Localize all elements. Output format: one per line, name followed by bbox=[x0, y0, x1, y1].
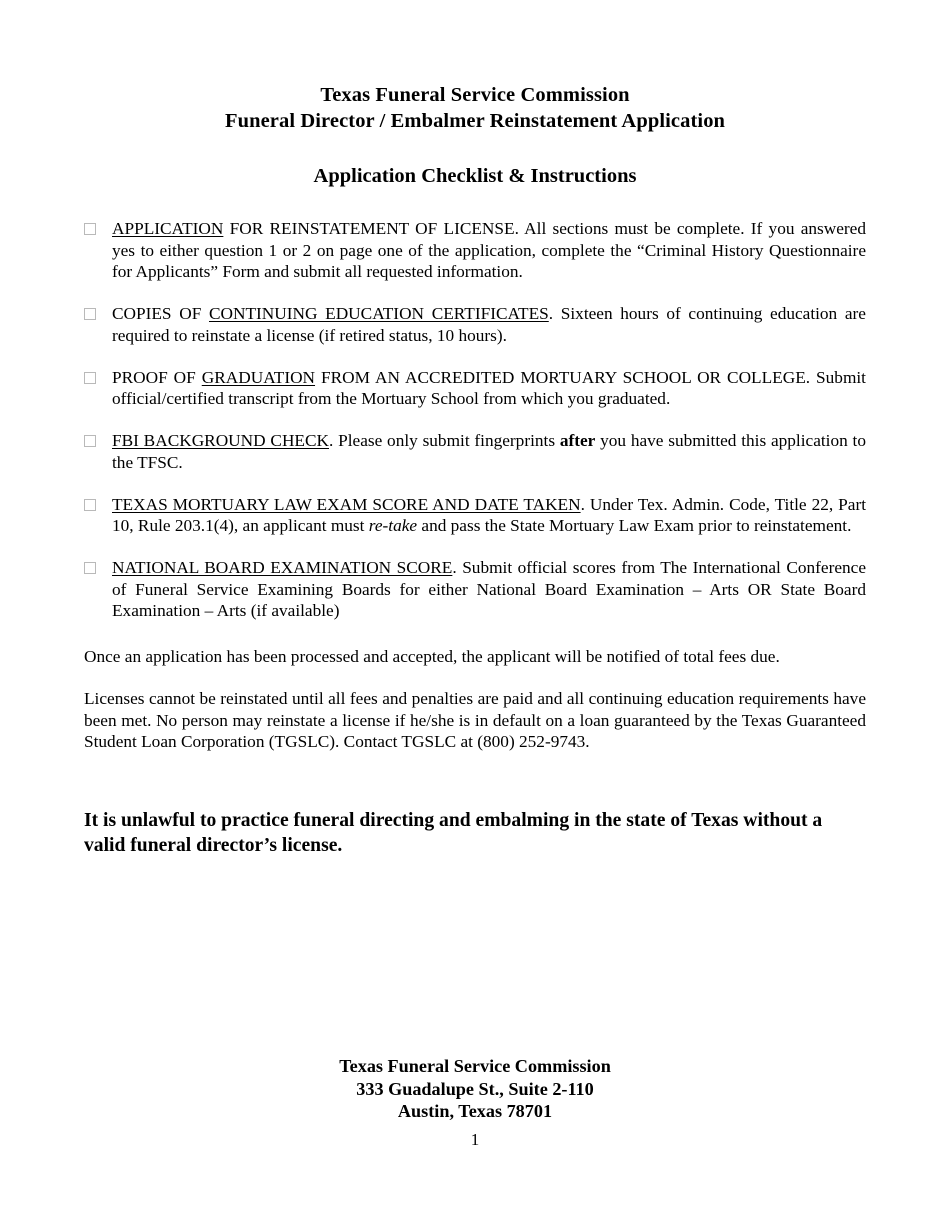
empty-checkbox-icon[interactable] bbox=[84, 435, 96, 447]
checklist-item-text bbox=[112, 303, 866, 346]
agency-title: Texas Funeral Service Commission bbox=[320, 84, 630, 106]
checklist-item-graduation[interactable] bbox=[84, 367, 866, 410]
checklist-item-prefix: PROOF OF bbox=[112, 367, 202, 387]
checklist-item-text bbox=[112, 494, 866, 537]
checklist-item-prefix: COPIES OF bbox=[112, 304, 209, 323]
checklist-item-lead: GRADUATION bbox=[201, 367, 316, 387]
title-block bbox=[84, 0, 866, 134]
footer-city-state-zip: Austin, Texas 78701 bbox=[397, 1101, 553, 1121]
checklist-item-lead: APPLICATION bbox=[112, 219, 224, 238]
checklist-item-emphasis: after bbox=[559, 431, 596, 450]
checklist-item-national-board-examination[interactable] bbox=[84, 557, 866, 622]
checklist-item-text bbox=[112, 218, 866, 283]
checklist-item-tail: and pass the State Mortuary Law Exam prior to reinstatement. bbox=[417, 516, 852, 535]
page-number: 1 bbox=[470, 1129, 480, 1149]
empty-checkbox-icon[interactable] bbox=[84, 308, 96, 320]
checklist-item-body: . Please only submit fingerprints bbox=[329, 431, 560, 450]
section-heading: Application Checklist & Instructions bbox=[313, 165, 637, 187]
checklist-item-body: . Submit official scores from The International Conference of Funeral Service Examining Boards for either National Board Examination – Arts OR State Board Examination – Arts (if available) bbox=[112, 558, 866, 620]
empty-checkbox-icon[interactable] bbox=[84, 372, 96, 384]
checklist-item-text bbox=[112, 367, 866, 410]
fees-notice-paragraph: Once an application has been processed and accepted, the applicant will be notified of total fees due. bbox=[84, 646, 780, 666]
application-title: Funeral Director / Embalmer Reinstatement Application bbox=[224, 109, 726, 132]
checklist-item-body: FROM AN ACCREDITED MORTUARY SCHOOL OR COLLEGE. Submit official/certified transcript from the Mortuary School from which you graduated. bbox=[112, 367, 866, 408]
empty-checkbox-icon[interactable] bbox=[84, 499, 96, 511]
checklist-item-tail: you have submitted this application to the TFSC. bbox=[112, 431, 866, 472]
checklist-item-text bbox=[112, 557, 866, 622]
checklist-item-emphasis: re-take bbox=[368, 516, 418, 535]
unlawful-practice-statement: It is unlawful to practice funeral directing and embalming in the state of Texas without a valid funeral director’s license. bbox=[84, 809, 823, 856]
checklist-item-body: . Under Tex. Admin. Code, Title 22, Part 10, Rule 203.1(4), an applicant must bbox=[112, 494, 866, 535]
checklist-item-lead: NATIONAL BOARD EXAMINATION SCORE bbox=[112, 558, 453, 577]
checklist-item-lead: TEXAS MORTUARY LAW EXAM SCORE AND DATE TAKEN bbox=[112, 494, 581, 514]
checklist-item-lead: FBI BACKGROUND CHECK bbox=[112, 431, 329, 450]
footer-agency-name: Texas Funeral Service Commission bbox=[339, 1056, 611, 1076]
checklist-item-fbi-background-check[interactable] bbox=[84, 430, 866, 473]
footer-address-block bbox=[0, 1055, 950, 1150]
checklist-item-body: . Sixteen hours of continuing education are required to reinstate a license (if retired status, 10 hours). bbox=[112, 304, 866, 345]
reinstatement-notice-paragraph: Licenses cannot be reinstated until all fees and penalties are paid and all continuing education requirements have been met. No person may reinstate a license if he/she is in default on a loan guaranteed by the Texas Guaranteed Student Loan Corporation (TGSLC). Contact TGSLC at (800) 252-9743. bbox=[84, 689, 866, 751]
empty-checkbox-icon[interactable] bbox=[84, 562, 96, 574]
checklist-item-continuing-education[interactable] bbox=[84, 303, 866, 346]
checklist-item-texas-mortuary-law-exam[interactable] bbox=[84, 494, 866, 537]
checklist-item-body: FOR REINSTATEMENT OF LICENSE. All sections must be complete. If you answered yes to either question 1 or 2 on page one of the application, complete the “Criminal History Questionnaire for Applicants” Form and submit all requested information. bbox=[112, 219, 866, 281]
checklist-item-text bbox=[112, 430, 866, 473]
checklist-item-lead: CONTINUING EDUCATION CERTIFICATES bbox=[209, 304, 549, 323]
checklist-item-application[interactable] bbox=[84, 218, 866, 283]
empty-checkbox-icon[interactable] bbox=[84, 223, 96, 235]
checklist bbox=[84, 218, 866, 622]
footer-street-address: 333 Guadalupe St., Suite 2-110 bbox=[356, 1078, 594, 1099]
